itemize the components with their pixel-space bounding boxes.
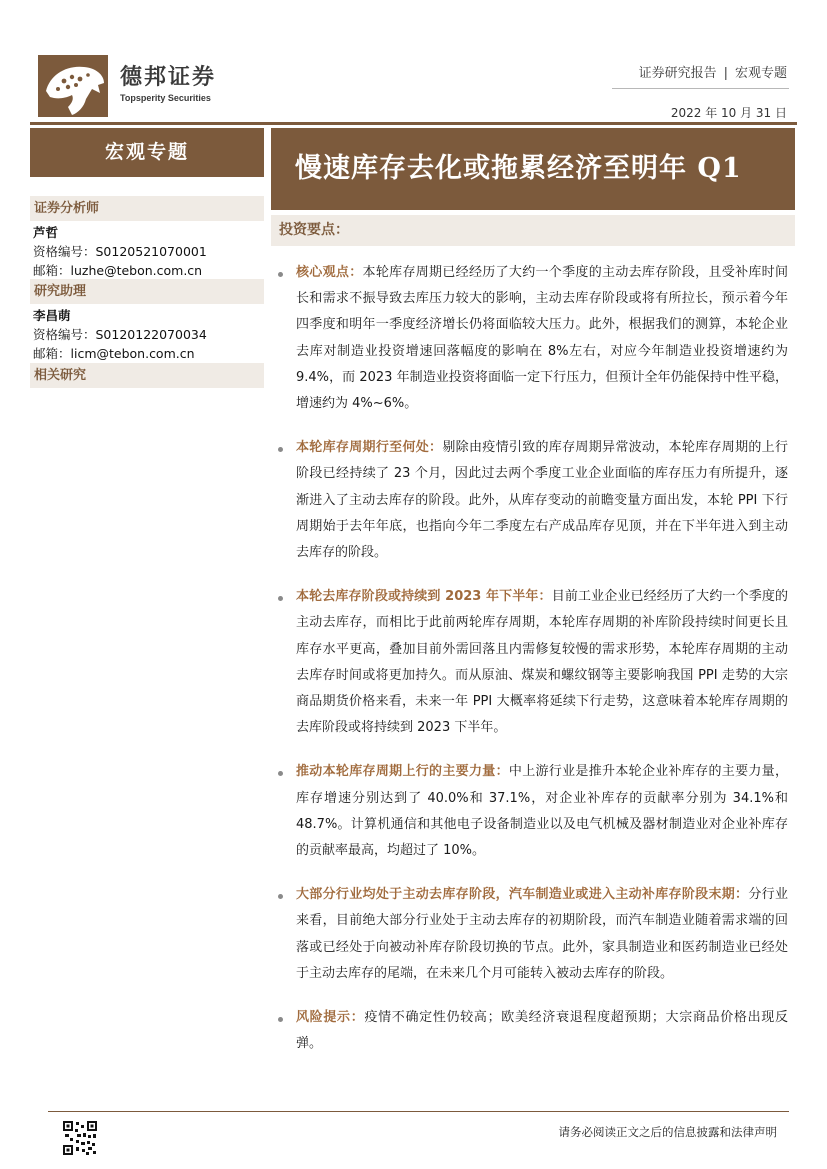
brand-name-en: Topsperity Securities	[120, 93, 211, 103]
assistant-name: 李昌萌	[33, 308, 71, 323]
assistant-info	[30, 304, 264, 363]
key-points-list	[278, 260, 788, 1075]
report-type-label: 证券研究报告	[638, 66, 717, 81]
sidebar-related	[30, 363, 264, 388]
key-point	[278, 882, 788, 987]
analyst-cert: 资格编号：S0120521070001	[33, 244, 207, 259]
analyst-name: 芦哲	[33, 225, 59, 240]
key-point	[278, 759, 788, 864]
key-point	[278, 260, 788, 417]
report-type	[639, 62, 787, 81]
footer-disclaimer: 请务必阅读正文之后的信息披露和法律声明	[558, 1125, 777, 1139]
analyst-info	[30, 221, 264, 280]
brand	[120, 66, 216, 104]
bullet-icon	[278, 771, 283, 776]
key-point-text: 疫情不确定性仍较高；欧美经济衰退程度超预期；大宗商品价格出现反弹。	[296, 1010, 788, 1052]
key-point-lead: 本轮去库存阶段或持续到 2023 年下半年：	[296, 589, 552, 605]
bullet-icon	[278, 596, 283, 601]
side-banner: 宏观专题	[30, 128, 264, 177]
bullet-icon	[278, 1017, 283, 1022]
bullet-icon	[278, 272, 283, 277]
report-category: 宏观专题	[734, 66, 787, 81]
top-divider	[30, 122, 797, 125]
key-point	[278, 435, 788, 566]
assistant-email[interactable]: 邮箱：licm@tebon.com.cn	[33, 346, 195, 361]
sidebar-assistant	[30, 279, 264, 363]
key-point-lead: 风险提示：	[296, 1010, 365, 1026]
key-point-text: 本轮库存周期已经经历了大约一个季度的主动去库存阶段，且受补库时间长和需求不振导致去库压力较大的影响，主动去库存阶段或将有所拉长，预示着今年四季度和明年一季度经济增长仍将面临较大压力。此外，根据我们的测算，本轮企业去库对制造业投资增速回落幅度的影响在 8%左右，对应今年制造业投资增速约为 9.4%，而 2023 年制造业投资将面临一定下行压力，但预计全年仍能保持中性平稳，增速约为 4%~6%。	[296, 265, 788, 412]
qr-code-icon	[62, 1120, 98, 1156]
assistant-heading: 研究助理	[30, 279, 264, 304]
assistant-cert: 资格编号：S0120122070034	[33, 327, 207, 342]
brand-logo-icon	[38, 55, 108, 117]
report-date: 2022 年 10 月 31 日	[670, 106, 787, 120]
title-banner	[271, 128, 795, 210]
key-point-text: 目前工业企业已经经历了大约一个季度的主动去库存，而相比于此前两轮库存周期，本轮库存周期的补库阶段持续时间更长且库存水平更高，叠加目前外需回落且内需修复较慢的需求形势，本轮库存周期的主动去库存时间或将更加持久。而从原油、煤炭和螺纹钢等主要影响我国 PPI 走势的大宗商品期货价格来看，未来一年 PPI 大概率将延续下行走势，这意味着本轮库存周期的去库阶段或将持续到 2023 下半年。	[296, 589, 788, 736]
key-point-text: 剔除由疫情引致的库存周期异常波动，本轮库存周期的上行阶段已经持续了 23 个月，因此过去两个季度工业企业面临的库存压力有所提升，逐渐进入了主动去库存的阶段。此外，从库存变动的前瞻变量方面出发，本轮 PPI 下行周期始于去年年底，也指向今年二季度左右产成品库存见顶，并在下半年进入到主动去库存的阶段。	[296, 440, 788, 561]
separator: |	[723, 66, 728, 81]
sidebar-analyst	[30, 196, 264, 280]
key-point-text: 中上游行业是推升本轮企业补库存的主要力量，库存增速分别达到了 40.0%和 37.1%，对企业补库存的贡献率分别为 34.1%和 48.7%。计算机通信和其他电子设备制造业以及电气机械及器材制造业对企业补库存的贡献率最高，均超过了 10%。	[296, 764, 788, 859]
related-heading: 相关研究	[30, 363, 264, 388]
brand-name-cn: 德邦证券	[120, 65, 217, 90]
key-points-heading: 投资要点：	[271, 215, 795, 246]
analyst-heading: 证券分析师	[30, 196, 264, 221]
key-point	[278, 584, 788, 741]
key-point-lead: 本轮库存周期行至何处：	[296, 440, 443, 456]
footer-rule	[48, 1111, 789, 1112]
key-point	[278, 1005, 788, 1057]
bullet-icon	[278, 447, 283, 452]
key-point-lead: 推动本轮库存周期上行的主要力量：	[296, 764, 509, 780]
report-title: 慢速库存去化或拖累经济至明年 Q1	[295, 153, 742, 184]
key-point-lead: 大部分行业均处于主动去库存阶段，汽车制造业或进入主动补库存阶段末期：	[296, 887, 749, 903]
bullet-icon	[278, 894, 283, 899]
header-rule	[612, 88, 789, 89]
analyst-email[interactable]: 邮箱：luzhe@tebon.com.cn	[33, 263, 203, 278]
key-point-lead: 核心观点：	[296, 265, 363, 280]
key-point-text: 分行业来看，目前绝大部分行业处于主动去库存的初期阶段，而汽车制造业随着需求端的回落或已经处于向被动补库存阶段切换的节点。此外，家具制造业和医药制造业已经处于主动去库存的尾端，在未来几个月可能转入被动去库存的阶段。	[296, 887, 788, 981]
